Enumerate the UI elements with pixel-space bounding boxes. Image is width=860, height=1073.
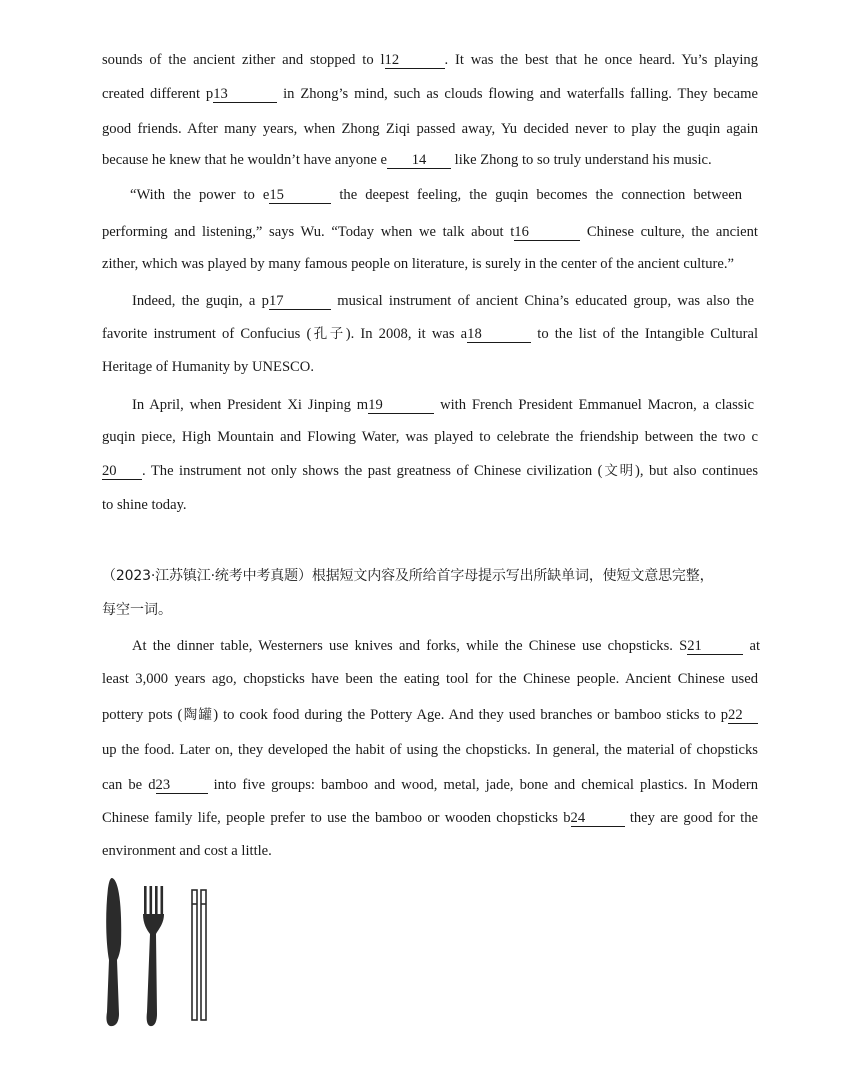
blank-22[interactable]: 22 — [728, 708, 758, 724]
passage1-line3 — [102, 120, 758, 138]
passage2-line7 — [102, 842, 272, 860]
passage2-line5 — [102, 776, 758, 794]
blank-13[interactable]: 13 — [213, 87, 277, 103]
question-header-line2: 每空一词。 — [102, 602, 172, 618]
text: up the food. Later on, they developed the habit of using the chopsticks. In general, the material of chopsticks — [102, 742, 758, 758]
text: ) to cook food during the Pottery Age. And they used branches or bamboo sticks to p — [213, 707, 729, 723]
blank-23[interactable]: 23 — [156, 778, 208, 794]
passage1-line12 — [102, 428, 758, 446]
text: sounds of the ancient zither and stopped to l — [102, 52, 385, 68]
text: pottery pots ( — [102, 707, 183, 723]
text: zither, which was played by many famous people on literature, is surely in the center of the ancient culture.” — [102, 256, 734, 272]
text: to shine today. — [102, 497, 187, 513]
text: the deepest feeling, the guqin becomes the connection between — [331, 187, 742, 203]
text: good friends. After many years, when Zhong Ziqi passed away, Yu decided never to play the guqin again — [102, 121, 758, 137]
passage2-line6 — [102, 809, 758, 827]
passage2-line1 — [132, 637, 760, 655]
text-cjk: 陶罐 — [182, 707, 214, 723]
passage1-line8 — [132, 292, 754, 310]
text: favorite instrument of Confucius ( — [102, 326, 312, 342]
passage1-line2 — [102, 85, 758, 103]
passage1-line4 — [102, 151, 712, 169]
passage2-line4 — [102, 741, 758, 759]
text-cjk: 孔子 — [311, 326, 346, 342]
text: . The instrument not only shows the past greatness of Chinese civilization ( — [142, 463, 603, 479]
cutlery-illustration — [100, 874, 220, 1028]
text: guqin piece, High Mountain and Flowing Water, was played to celebrate the friendship between the two c — [102, 429, 758, 445]
text: created different p — [102, 86, 214, 102]
text: at — [743, 638, 760, 654]
passage1-line14 — [102, 496, 187, 514]
question-header-line1: （2023·江苏镇江·统考中考真题）根据短文内容及所给首字母提示写出所缺单词，使短文意思完整， — [102, 568, 714, 584]
passage1-line13 — [102, 462, 758, 480]
blank-14[interactable]: 14 — [387, 153, 451, 169]
text: into five groups: bamboo and wood, metal, jade, bone and chemical plastics. In Modern — [207, 777, 759, 793]
text: with French President Emmanuel Macron, a classic — [434, 397, 754, 413]
text: “With the power to e — [130, 187, 270, 203]
text: At the dinner table, Westerners use knives and forks, while the Chinese use chopsticks. S — [132, 638, 688, 654]
text: Chinese culture, the ancient — [580, 224, 758, 240]
blank-17[interactable]: 17 — [269, 294, 331, 310]
text: they are good for the — [624, 810, 759, 826]
text: . It was the best that he once heard. Yu’s playing — [444, 52, 758, 68]
passage1-line7 — [102, 255, 734, 273]
text: in Zhong’s mind, such as clouds flowing and waterfalls falling. They became — [277, 86, 758, 102]
blank-16[interactable]: 16 — [514, 225, 580, 241]
blank-20[interactable]: 20 — [102, 464, 142, 480]
passage1-line1 — [102, 51, 758, 69]
blank-21[interactable]: 21 — [687, 639, 743, 655]
passage2-line3 — [102, 706, 758, 724]
text: ). In 2008, it was a — [345, 326, 468, 342]
text: like Zhong to so truly understand his music. — [451, 152, 712, 168]
text: Heritage of Humanity by UNESCO. — [102, 359, 314, 375]
text: least 3,000 years ago, chopsticks have been the eating tool for the Chinese people. Ancient Chinese used — [102, 671, 758, 687]
blank-12[interactable]: 12 — [385, 53, 445, 69]
passage1-line10 — [102, 358, 314, 376]
blank-19[interactable]: 19 — [368, 398, 434, 414]
text: performing and listening,” says Wu. “Today when we talk about t — [102, 224, 515, 240]
text: In April, when President Xi Jinping m — [132, 397, 369, 413]
fork-icon — [143, 886, 164, 1026]
passage1-line6 — [102, 223, 758, 241]
text: because he knew that he wouldn’t have anyone e — [102, 152, 388, 168]
knife-icon — [106, 878, 121, 1026]
text: Indeed, the guqin, a p — [132, 293, 269, 309]
passage1-line5 — [130, 186, 742, 204]
chopsticks-icon — [192, 890, 206, 1020]
text: environment and cost a little. — [102, 843, 272, 859]
text: can be d — [102, 777, 156, 793]
passage1-line9 — [102, 325, 758, 343]
passage2-line2 — [102, 670, 758, 688]
passage1-line11 — [132, 396, 754, 414]
blank-15[interactable]: 15 — [269, 188, 331, 204]
text-cjk: 文明 — [602, 463, 635, 479]
text: musical instrument of ancient China’s educated group, was also the — [330, 293, 754, 309]
blank-18[interactable]: 18 — [467, 327, 531, 343]
text: ), but also continues — [635, 463, 759, 479]
text: Chinese family life, people prefer to use the bamboo or wooden chopsticks b — [102, 810, 571, 826]
text: to the list of the Intangible Cultural — [531, 326, 759, 342]
blank-24[interactable]: 24 — [571, 811, 625, 827]
